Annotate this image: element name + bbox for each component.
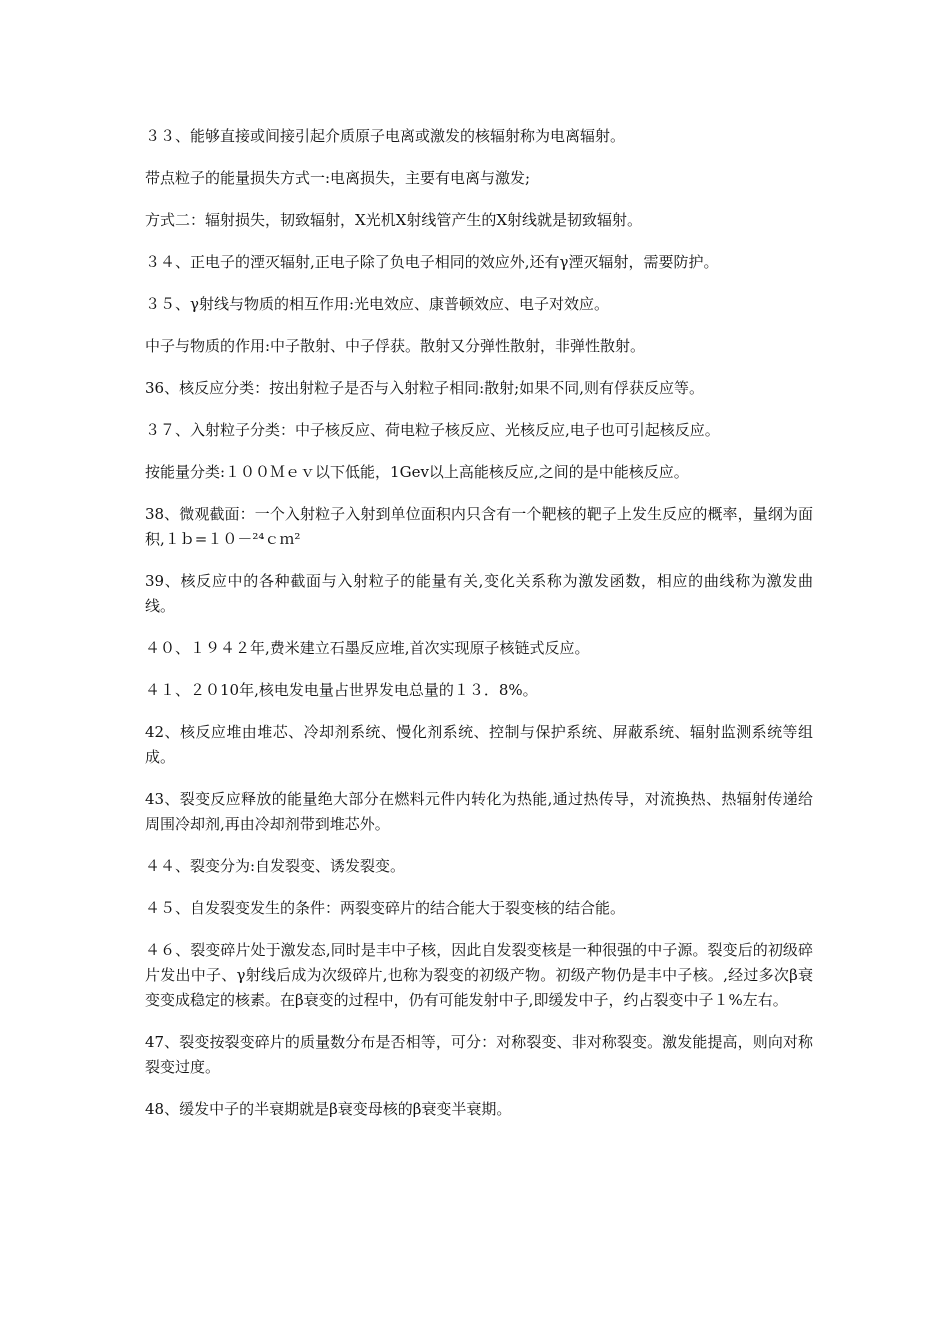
paragraph-48: 48、缓发中子的半衰期就是β衰变母核的β衰变半衰期。 bbox=[145, 1100, 512, 1118]
paragraph-34: ３４、正电子的湮灭辐射,正电子除了负电子相同的效应外,还有γ湮灭辐射，需要防护。 bbox=[145, 253, 719, 271]
paragraph-energy-classification: 按能量分类:１００Ｍｅｖ以下低能，1Gev以上高能核反应,之间的是中能核反应。 bbox=[145, 463, 689, 481]
paragraph-33: ３３、能够直接或间接引起介质原子电离或激发的核辐射称为电离辐射。 bbox=[145, 127, 626, 145]
paragraph-40: ４０、１９４２年,费米建立石墨反应堆,首次实现原子核链式反应。 bbox=[145, 639, 590, 657]
document-body bbox=[145, 124, 813, 1139]
paragraph-35: ３５、γ射线与物质的相互作用:光电效应、康普顿效应、电子对效应。 bbox=[145, 295, 610, 313]
paragraph-37: ３７、入射粒子分类：中子核反应、荷电粒子核反应、光核反应,电子也可引起核反应。 bbox=[145, 421, 720, 439]
paragraph-45: ４５、自发裂变发生的条件：两裂变碎片的结合能大于裂变核的结合能。 bbox=[145, 899, 626, 917]
paragraph-neutron-interaction: 中子与物质的作用:中子散射、中子俘获。散射又分弹性散射，非弹性散射。 bbox=[145, 337, 646, 355]
paragraph-43: 43、裂变反应释放的能量绝大部分在燃料元件内转化为热能,通过热传导，对流换热、热辐射传递给周围冷却剂,再由冷却剂带到堆芯外。 bbox=[145, 790, 813, 833]
paragraph-energy-loss-1: 带点粒子的能量损失方式一:电离损失，主要有电离与激发; bbox=[145, 169, 531, 187]
paragraph-47: 47、裂变按裂变碎片的质量数分布是否相等，可分：对称裂变、非对称裂变。激发能提高，则向对称裂变过度。 bbox=[145, 1033, 813, 1076]
paragraph-44: ４４、裂变分为:自发裂变、诱发裂变。 bbox=[145, 857, 406, 875]
paragraph-38: 38、微观截面：一个入射粒子入射到单位面积内只含有一个靶核的靶子上发生反应的概率，量纲为面积,１ｂ=１０－²⁴ｃｍ² bbox=[145, 505, 813, 548]
paragraph-energy-loss-2: 方式二：辐射损失，韧致辐射，X光机X射线管产生的X射线就是韧致辐射。 bbox=[145, 211, 643, 229]
paragraph-46: ４６、裂变碎片处于激发态,同时是丰中子核，因此自发裂变核是一种很强的中子源。裂变后的初级碎片发出中子、γ射线后成为次级碎片,也称为裂变的初级产物。初级产物仍是丰中子核。,经过多次β衰变变成稳定的核素。在β衰变的过程中，仍有可能发射中子,即缓发中子，约占裂变中子１%左右。 bbox=[145, 941, 813, 1009]
paragraph-42: 42、核反应堆由堆芯、冷却剂系统、慢化剂系统、控制与保护系统、屏蔽系统、辐射监测系统等组成。 bbox=[145, 723, 813, 766]
paragraph-36: 36、核反应分类：按出射粒子是否与入射粒子相同:散射;如果不同,则有俘获反应等。 bbox=[145, 379, 704, 397]
paragraph-39: 39、核反应中的各种截面与入射粒子的能量有关,变化关系称为激发函数，相应的曲线称为激发曲线。 bbox=[145, 572, 813, 615]
paragraph-41: ４１、２０10年,核电发电量占世界发电总量的１３．8%。 bbox=[145, 681, 538, 699]
